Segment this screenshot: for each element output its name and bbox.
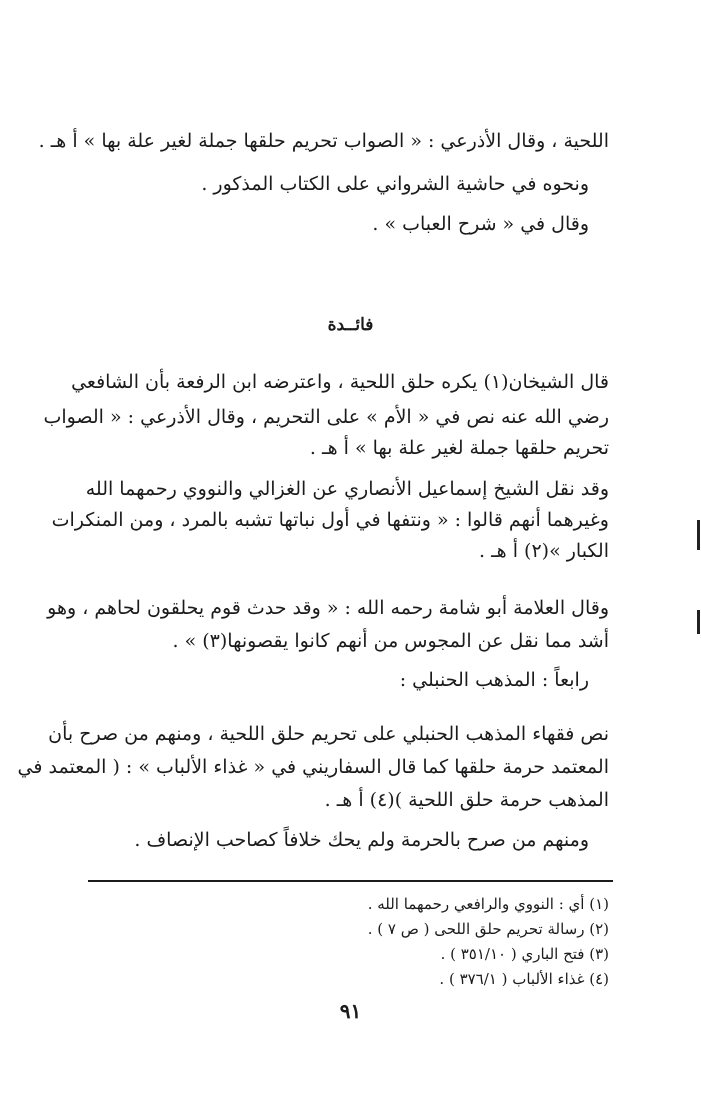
text-line: رضي الله عنه نص في « الأم » على التحريم ، وقال الأذرعي : « الصواب <box>43 406 609 428</box>
text-line: ونحوه في حاشية الشرواني على الكتاب المذكور . <box>201 173 589 195</box>
text-line: المعتمد حرمة حلقها كما قال السفاريني في « غذاء الألباب » : ( المعتمد في <box>17 756 609 778</box>
text-line: تحريم حلقها جملة لغير علة بها » أ هـ . <box>309 437 609 459</box>
footnote-divider <box>88 880 613 882</box>
footnote: (٢) رسالة تحريم حلق اللحى ( ص ٧ ) . <box>367 920 609 938</box>
scan-edge-mark <box>697 610 700 634</box>
text-line: نص فقهاء المذهب الحنبلي على تحريم حلق اللحية ، ومنهم من صرح بأن <box>48 723 609 745</box>
section-heading: فائــدة <box>327 315 374 335</box>
footnote: (٤) غذاء الألباب ( ٣٧٦/١ ) . <box>439 970 609 988</box>
text-line: وقد نقل الشيخ إسماعيل الأنصاري عن الغزالي والنووي رحمهما الله <box>85 478 609 500</box>
text-line: وقال العلامة أبو شامة رحمه الله : « وقد حدث قوم يحلقون لحاهم ، وهو <box>47 597 609 619</box>
text-line: وغيرهما أنهم قالوا : « ونتفها في أول نباتها تشبه بالمرد ، ومن المنكرات <box>51 509 609 531</box>
text-line: المذهب حرمة حلق اللحية )(٤) أ هـ . <box>324 789 609 811</box>
footnote: (١) أي : النووي والرافعي رحمهما الله . <box>367 895 609 913</box>
text-line: الكبار »(٢) أ هـ . <box>479 540 609 562</box>
scan-edge-mark <box>697 520 700 550</box>
text-line: ومنهم من صرح بالحرمة ولم يحك خلافاً كصاحب الإنصاف . <box>134 829 589 851</box>
page-number: ٩١ <box>339 999 362 1023</box>
text-line: أشد مما نقل عن المجوس من أنهم كانوا يقصونها(٣) » . <box>172 630 609 652</box>
footnote: (٣) فتح الباري ( ٣٥١/١٠ ) . <box>440 945 609 963</box>
text-line: وقال في « شرح العباب » . <box>372 213 589 235</box>
text-line: قال الشيخان(١) يكره حلق اللحية ، واعترضه ابن الرفعة بأن الشافعي <box>71 371 609 393</box>
text-line: اللحية ، وقال الأذرعي : « الصواب تحريم حلقها جملة لغير علة بها » أ هـ . <box>38 130 609 152</box>
section-subheading: رابعاً : المذهب الحنبلي : <box>399 669 589 691</box>
